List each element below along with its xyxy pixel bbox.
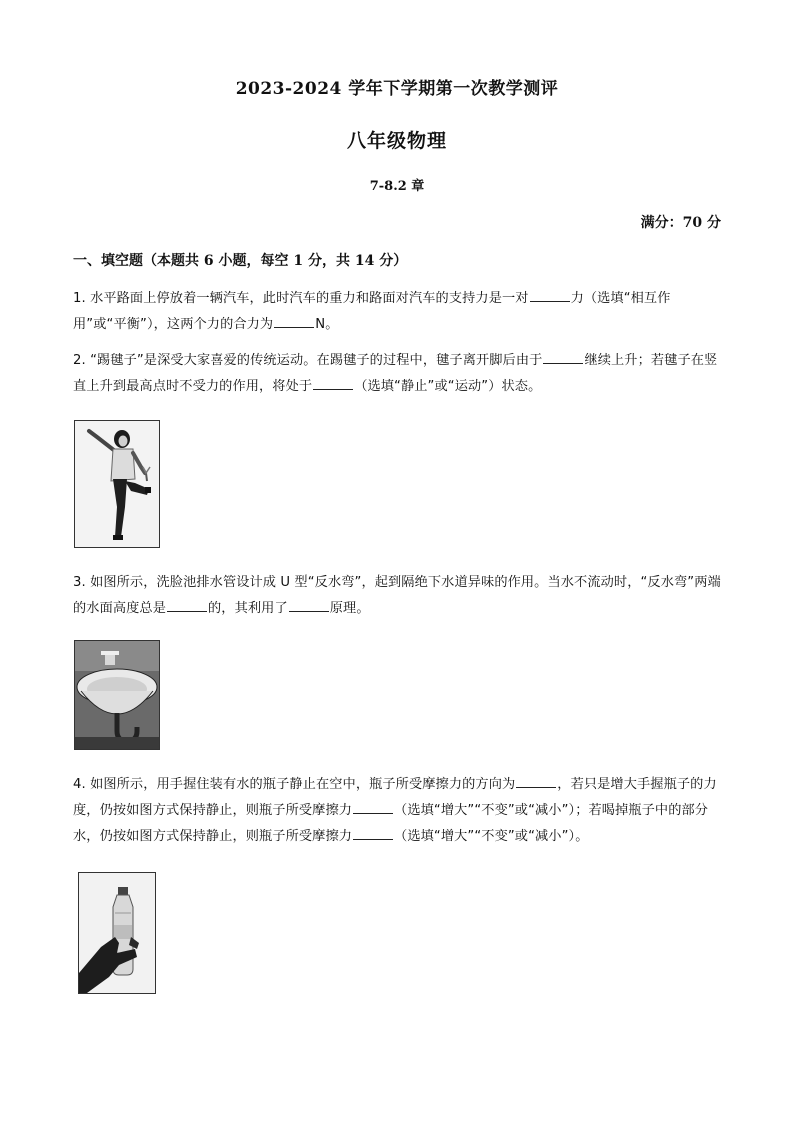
answer-blank (353, 799, 393, 814)
washbasin-drain-photo (74, 640, 160, 750)
question-1-text-c: N。 (315, 317, 339, 332)
question-4-text-b: ，若只是增大手握瓶子的力度，仍按如图方式保持静止，则瓶子所受摩擦力 (73, 777, 717, 818)
question-1-text-b: 力（选填“相互作用”或“平衡”），这两个力的合力为 (73, 291, 671, 332)
full-score: 满分：70 分 (640, 215, 721, 231)
question-2 (73, 348, 723, 400)
question-3-text-c: 原理。 (329, 601, 370, 616)
exam-subtitle: 八年级物理 (346, 130, 447, 152)
answer-blank (530, 287, 570, 302)
question-4-text-a: 4. 如图所示，用手握住装有水的瓶子静止在空中，瓶子所受摩擦力的方向为 (73, 777, 516, 792)
answer-blank (543, 349, 583, 364)
answer-blank (289, 597, 329, 612)
answer-blank (516, 773, 556, 788)
section-heading: 一、填空题（本题共 6 小题，每空 1 分，共 14 分） (73, 253, 408, 269)
question-3 (73, 570, 723, 622)
question-3-text-b: 的，其利用了 (208, 601, 288, 616)
question-4-text-d: （选填“增大”“不变”或“减小”）。 (394, 829, 589, 844)
answer-blank (313, 375, 353, 390)
question-1 (73, 286, 723, 338)
question-2-text-c: （选填“静止”或“运动”）状态。 (354, 379, 542, 394)
question-2-text-a: 2. “踢毽子”是深受大家喜爱的传统运动。在踢毽子的过程中，毽子离开脚后由于 (73, 353, 543, 368)
question-4 (73, 772, 723, 850)
chapter-range: 7-8.2 章 (369, 179, 425, 194)
question-2-text-b: 继续上升；若毽子在竖直上升到最高点时不受力的作用，将处于 (73, 353, 718, 394)
hand-holding-bottle-photo (78, 872, 156, 994)
question-1-text-a: 1. 水平路面上停放着一辆汽车，此时汽车的重力和路面对汽车的支持力是一对 (73, 291, 529, 306)
answer-blank (274, 313, 314, 328)
answer-blank (167, 597, 207, 612)
question-3-text-a: 3. 如图所示，洗脸池排水管设计成 U 型“反水弯”，起到隔绝下水道异味的作用。当水不流动时，“反水弯”两端的水面高度总是 (73, 575, 721, 616)
exam-title: 2023-2024 学年下学期第一次教学测评 (235, 79, 559, 99)
answer-blank (353, 825, 393, 840)
question-4-text-c: （选填“增大”“不变”或“减小”）；若喝掉瓶子中的部分水，仍按如图方式保持静止，则瓶子所受摩擦力 (73, 803, 709, 844)
shuttlecock-kicking-photo (74, 420, 160, 548)
